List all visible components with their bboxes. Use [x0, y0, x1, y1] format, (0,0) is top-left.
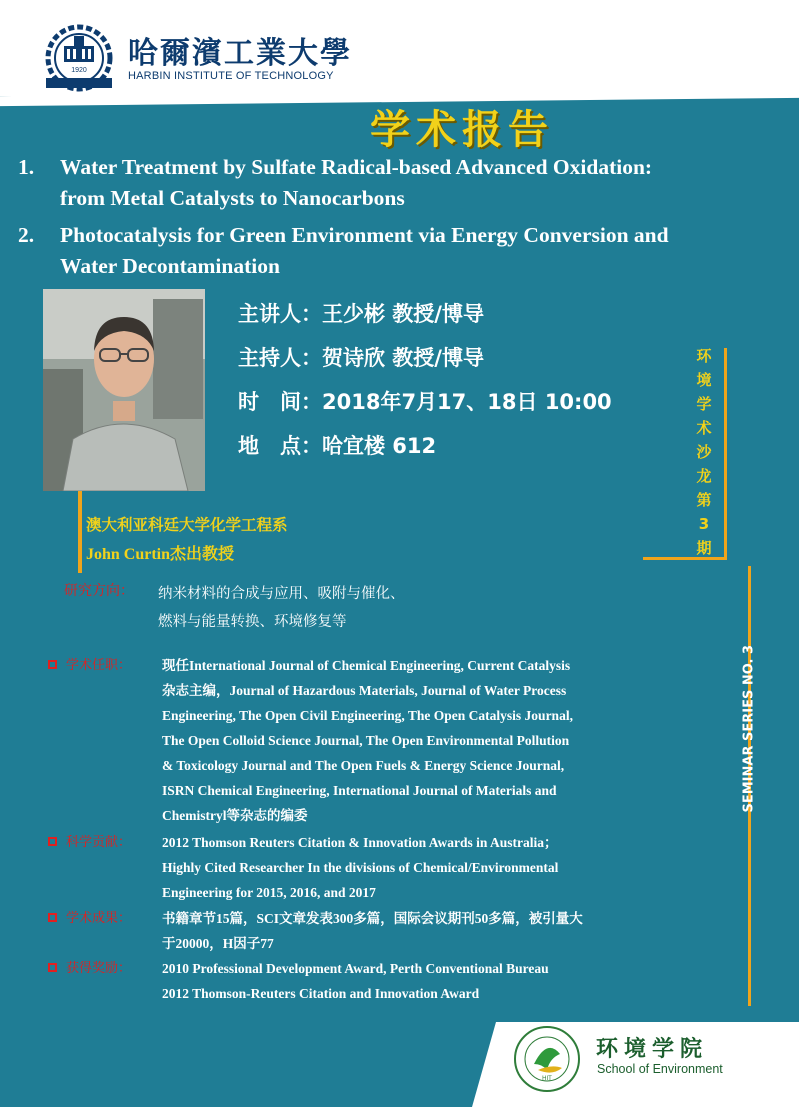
topic-line: from Metal Catalysts to Nanocarbons	[60, 186, 405, 210]
section-line: 于20000，H因子77	[162, 936, 274, 951]
seal-text: HIT	[542, 1076, 552, 1082]
time-value: 2018年7月17、18日 10:00	[322, 390, 612, 414]
speaker-value: 王少彬 教授/博导	[322, 302, 484, 326]
bullet-square-icon	[48, 913, 57, 922]
salon-char: 3	[698, 515, 710, 533]
host-label: 主持人：	[238, 346, 322, 370]
place-row	[238, 426, 612, 470]
accent-bar	[724, 348, 727, 560]
speaker-row	[238, 294, 612, 338]
section-line: Highly Cited Researcher In the divisions of Chemical/Environmental	[162, 860, 559, 875]
topic-number: 2.	[18, 223, 35, 247]
topic-list	[18, 152, 798, 288]
salon-char: 第	[696, 491, 712, 509]
research-line: 燃料与能量转换、环境修复等	[158, 614, 347, 630]
section-line: 杂志主编，Journal of Hazardous Materials, Journal of Water Process	[162, 683, 567, 698]
topic-line: Water Decontamination	[60, 254, 280, 278]
time-row	[238, 382, 612, 426]
seminar-salon-label	[692, 344, 716, 560]
event-info	[238, 294, 612, 470]
topic-line: Water Treatment by Sulfate Radical-based Advanced Oxidation:	[60, 155, 653, 179]
host-value: 贺诗欣 教授/博导	[322, 346, 484, 370]
section-line: 现任International Journal of Chemical Engineering, Current Catalysis	[162, 658, 571, 673]
series-text: SEMINAR SERIES NO. 3	[741, 644, 757, 813]
topic-item	[18, 152, 798, 214]
speaker-photo	[43, 289, 205, 491]
place-label: 地 点：	[238, 434, 322, 458]
section-label: 获得奖励：	[66, 961, 132, 976]
research-text	[158, 580, 405, 636]
salon-char: 龙	[696, 467, 712, 485]
university-name-cn: 哈爾濱工業大學	[128, 36, 352, 71]
section-body	[162, 906, 700, 956]
topic-line: Photocatalysis for Green Environment via Energy Conversion and	[60, 223, 669, 247]
salon-char: 沙	[696, 443, 712, 461]
accent-bar	[78, 491, 82, 573]
logo-year: 1920	[71, 67, 87, 74]
salon-char: 学	[696, 395, 712, 413]
salon-char: 环	[696, 347, 712, 365]
time-label: 时 间：	[238, 390, 322, 414]
section-label: 学术任职：	[66, 658, 132, 673]
section-line: The Open Colloid Science Journal, The Open Environmental Pollution	[162, 733, 570, 748]
header-band	[0, 0, 799, 96]
section-line: 书籍章节15篇，SCI文章发表300多篇，国际会议期刊50多篇，被引量大	[162, 911, 583, 926]
section-body	[162, 830, 700, 905]
seminar-series-label	[741, 644, 757, 813]
affiliation-department: 澳大利亚科廷大学化学工程系	[86, 516, 288, 534]
university-name-en: HARBIN INSTITUTE OF TECHNOLOGY	[128, 70, 334, 82]
page-title: 学术报告	[370, 107, 554, 153]
section-label: 学术成果：	[66, 911, 132, 926]
school-name-en: School of Environment	[597, 1062, 723, 1076]
section-line: 2010 Professional Development Award, Perth Conventional Bureau	[162, 961, 549, 976]
section-line: Engineering, The Open Civil Engineering, The Open Catalysis Journal,	[162, 708, 573, 723]
school-seal-icon	[512, 1024, 582, 1094]
affiliation-title: John Curtin杰出教授	[86, 546, 235, 563]
accent-bar	[643, 557, 727, 560]
salon-char: 术	[696, 419, 712, 437]
section-line: 2012 Thomson Reuters Citation & Innovation Awards in Australia；	[162, 835, 558, 850]
section-line: 2012 Thomson-Reuters Citation and Innovation Award	[162, 986, 480, 1001]
section-body	[162, 956, 700, 1006]
section-line: Chemistryl等杂志的编委	[162, 808, 308, 823]
section-body	[162, 653, 700, 828]
salon-char: 境	[696, 371, 712, 389]
topic-number: 1.	[18, 155, 35, 179]
place-value: 哈宜楼 612	[322, 434, 437, 458]
host-row	[238, 338, 612, 382]
school-name-cn: 环境学院	[596, 1036, 709, 1062]
university-logo-icon	[40, 24, 118, 92]
salon-char: 期	[696, 539, 712, 557]
bullet-square-icon	[48, 837, 57, 846]
bullet-square-icon	[48, 660, 57, 669]
bullet-square-icon	[48, 963, 57, 972]
section-line: & Toxicology Journal and The Open Fuels & Energy Science Journal,	[162, 758, 565, 773]
section-line: ISRN Chemical Engineering, International Journal of Materials and	[162, 783, 557, 798]
topic-item	[18, 220, 798, 282]
research-line: 纳米材料的合成与应用、吸附与催化、	[158, 586, 405, 602]
section-line: Engineering for 2015, 2016, and 2017	[162, 885, 376, 900]
section-label: 科学贡献：	[66, 835, 132, 850]
research-label: 研究方向：	[64, 583, 134, 599]
speaker-label: 主讲人：	[238, 302, 322, 326]
